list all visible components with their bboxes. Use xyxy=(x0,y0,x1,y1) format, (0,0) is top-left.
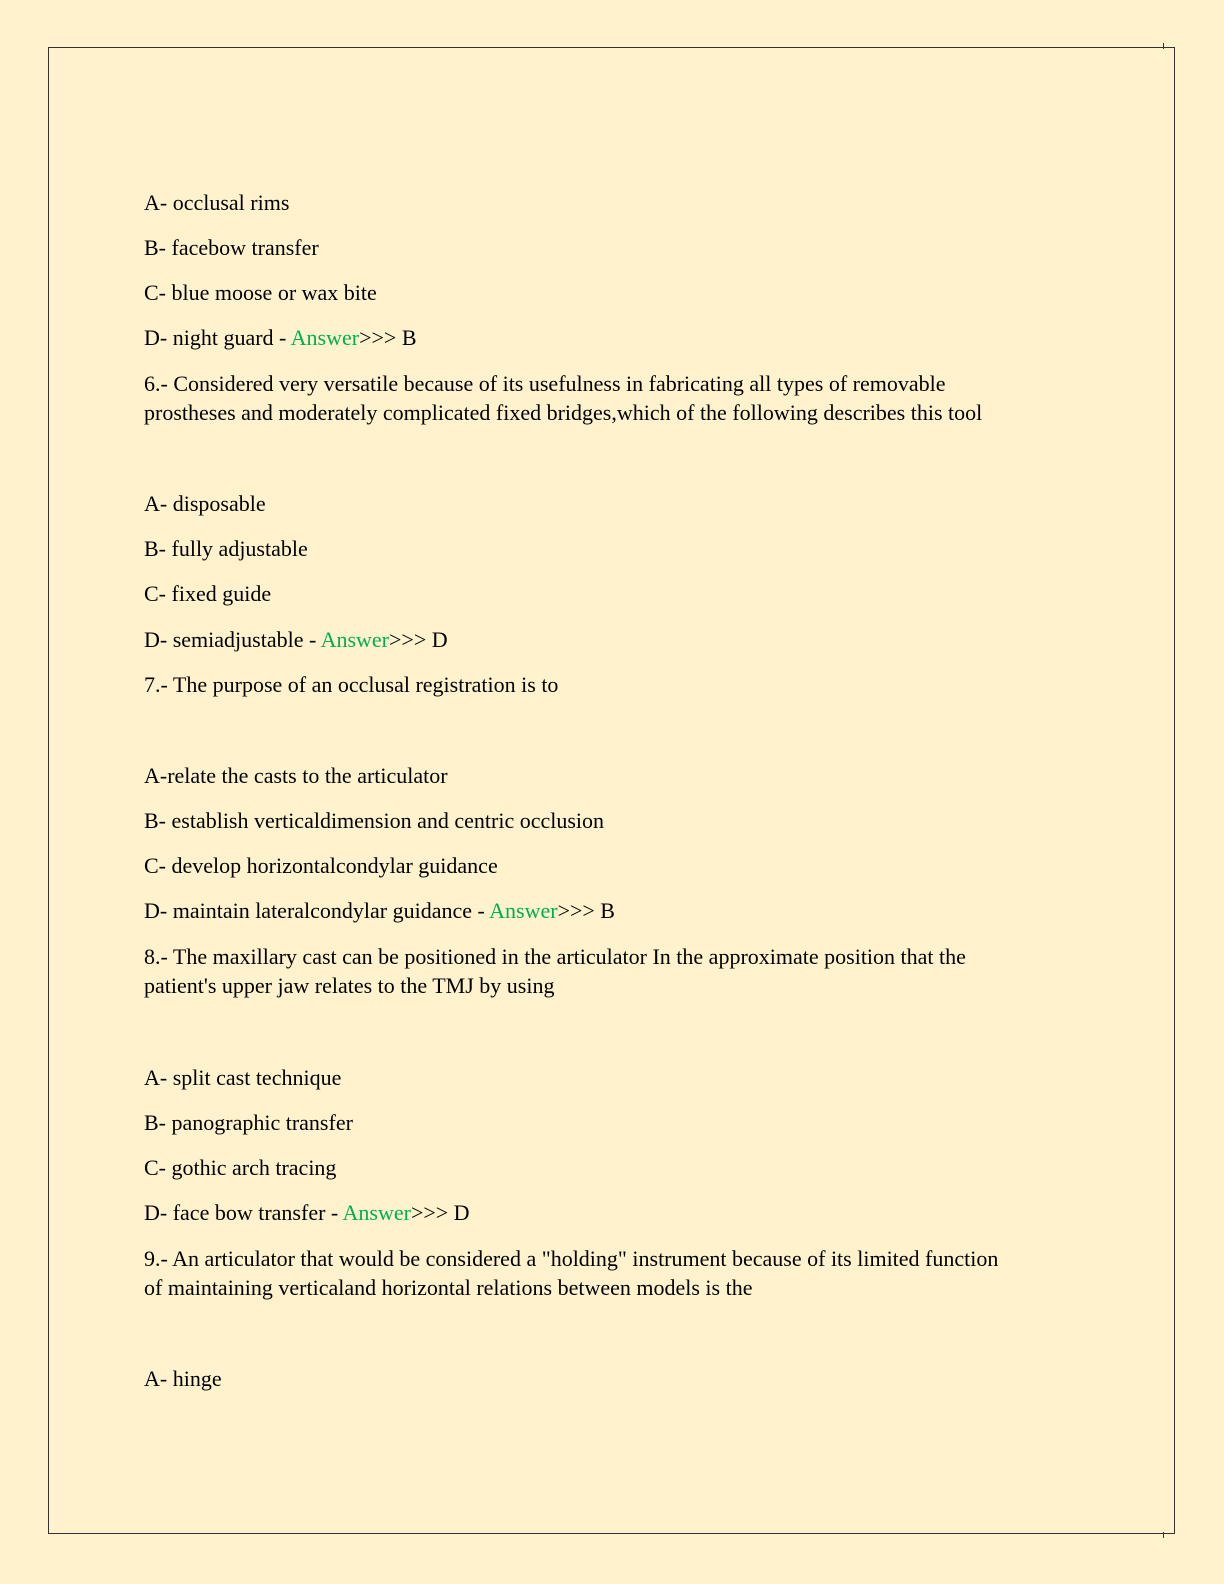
option-5d-answer xyxy=(144,323,417,353)
option-8d-answer xyxy=(144,1198,470,1228)
option-8a: A- split cast technique xyxy=(144,1065,342,1090)
option-5b: B- facebow transfer xyxy=(144,235,319,260)
option-7b: B- establish verticaldimension and centric occlusion xyxy=(144,808,605,833)
answer-key: >>> B xyxy=(359,325,417,350)
option-6c: C- fixed guide xyxy=(144,581,272,606)
option-7c: C- develop horizontalcondylar guidance xyxy=(144,853,498,878)
option-text: D- night guard - xyxy=(144,325,291,350)
option-6b: B- fully adjustable xyxy=(144,536,308,561)
question-8-line-1: 8.- The maxillary cast can be positioned in the articulator In the approximate position that the xyxy=(144,944,966,969)
option-7d-answer xyxy=(144,896,615,926)
answer-label: Answer xyxy=(320,627,390,652)
option-6a: A- disposable xyxy=(144,491,266,516)
option-7a: A-relate the casts to the articulator xyxy=(144,763,448,788)
page-border-tick-top xyxy=(1163,43,1164,49)
option-text: D- semiadjustable - xyxy=(144,627,321,652)
answer-key: >>> D xyxy=(410,1200,470,1225)
question-7-line-1: 7.- The purpose of an occlusal registration is to xyxy=(144,672,559,697)
option-text: D- face bow transfer - xyxy=(144,1200,343,1225)
page-border-tick-bottom xyxy=(1163,1532,1164,1538)
question-9-line-2: of maintaining verticaland horizontal relations between models is the xyxy=(144,1275,753,1300)
option-6d-answer xyxy=(144,625,448,655)
answer-key: >>> B xyxy=(557,898,615,923)
option-5c: C- blue moose or wax bite xyxy=(144,280,377,305)
question-6-line-2: prostheses and moderately complicated fixed bridges,which of the following describes this tool xyxy=(144,400,983,425)
option-8c: C- gothic arch tracing xyxy=(144,1155,337,1180)
question-6-line-1: 6.- Considered very versatile because of its usefulness in fabricating all types of removable xyxy=(144,371,946,396)
question-9-line-1: 9.- An articulator that would be considered a "holding" instrument because of its limited function xyxy=(144,1246,999,1271)
answer-label: Answer xyxy=(342,1200,411,1225)
answer-label: Answer xyxy=(290,325,360,350)
option-8b: B- panographic transfer xyxy=(144,1110,353,1135)
option-9a: A- hinge xyxy=(144,1366,222,1391)
answer-label: Answer xyxy=(489,898,558,923)
question-8-line-2: patient's upper jaw relates to the TMJ by using xyxy=(144,973,555,998)
option-text: D- maintain lateralcondylar guidance - xyxy=(144,898,490,923)
answer-key: >>> D xyxy=(389,627,448,652)
option-5a: A- occlusal rims xyxy=(144,190,290,215)
